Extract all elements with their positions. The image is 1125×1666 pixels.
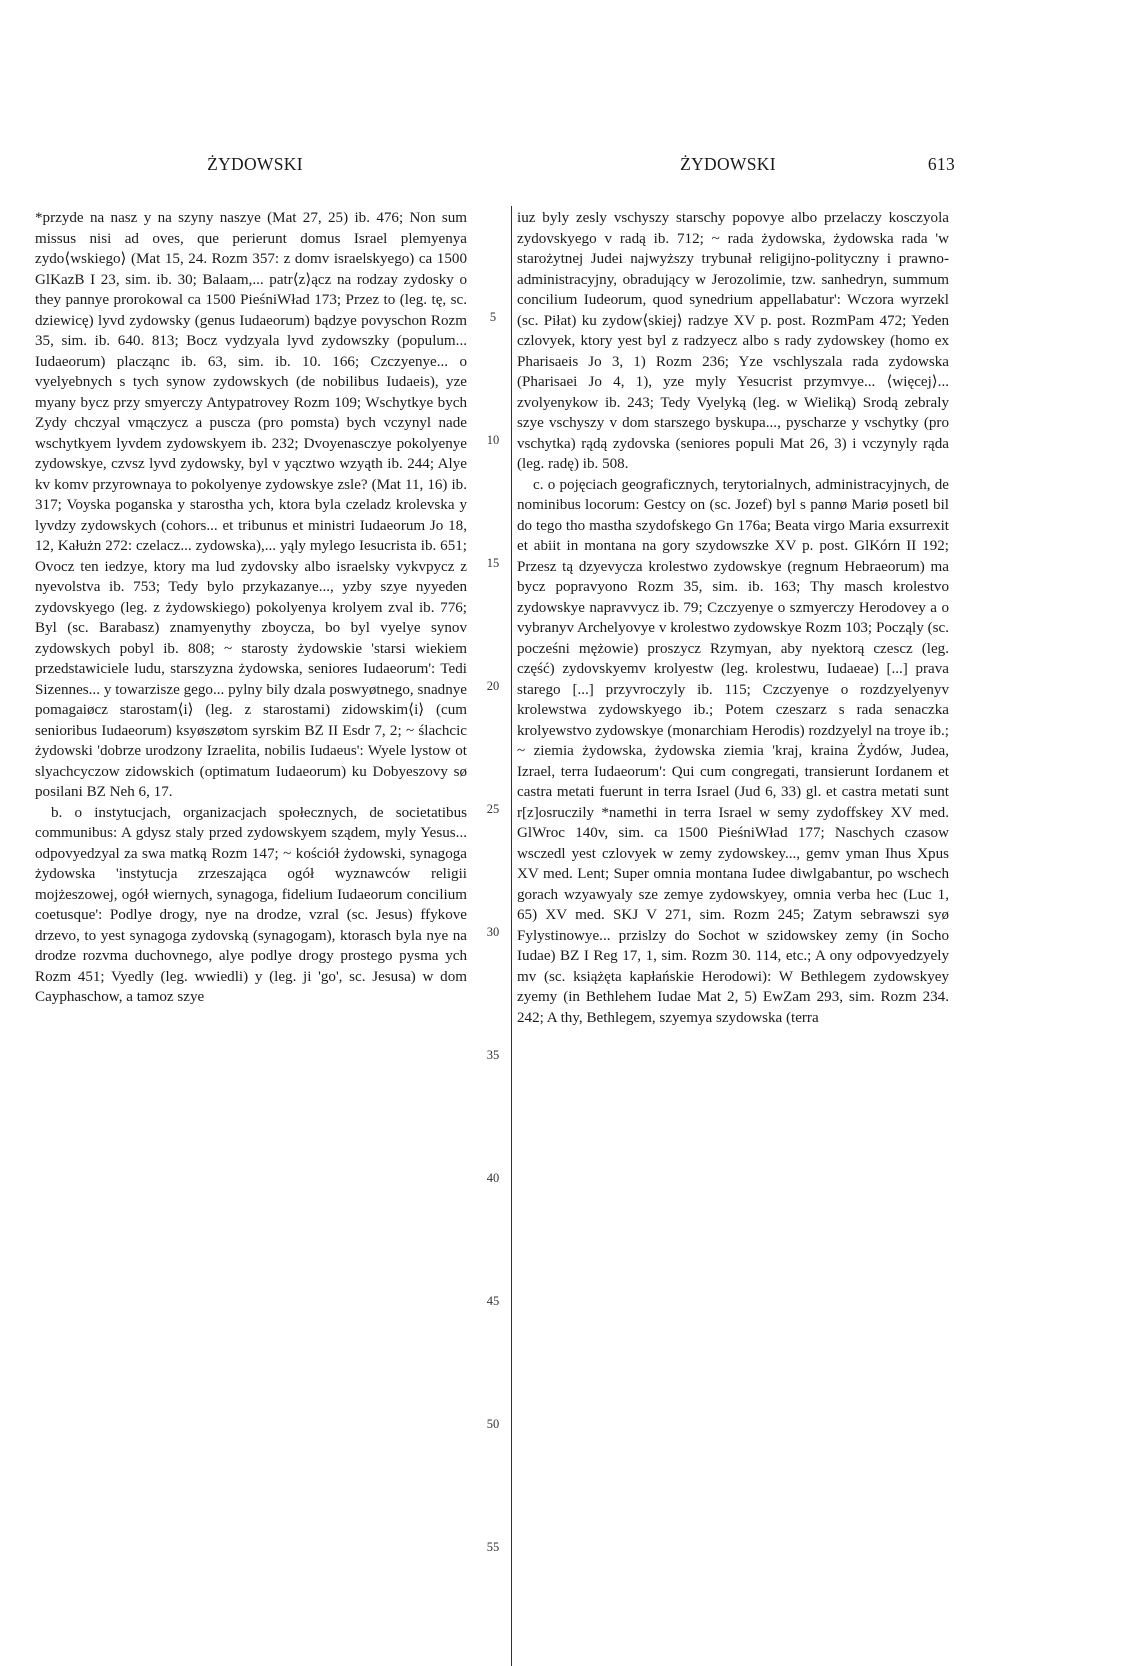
line-numbers [480,208,506,1638]
line-number: 45 [486,1294,500,1308]
line-number: 25 [486,802,500,816]
right-column-title: ŻYDOWSKI [680,154,776,174]
line-number: 40 [486,1171,500,1185]
right-column [517,208,949,1608]
left-column [35,208,467,1608]
line-number: 50 [486,1417,500,1431]
line-number: 20 [486,679,500,693]
line-number: 35 [486,1048,500,1062]
line-number: 15 [486,556,500,570]
left-column-title: ŻYDOWSKI [207,154,303,174]
entry-section-c: c. o pojęciach geograficznych, terytorialnych, administracyjnych, de nominibus locorum: Gestcy on (sc. Jozef) byl s pannø Mariø posetl bil do tego tho mastha szydofskego Gn 176a; Beata virgo Maria exsurrexit et abiit in montana na gory szydowszke XV p. post. GlKórn II 192; Przesz tą dzyevycza krolestwo zydowskye (regnum Hebraeorum) ma bycz popravyono Rozm 35, sim. ib. 163; Thy masch krolestvo zydowskye napravvycz ib. 79; Czczyenye o szmyerczy Herodovey a o vybranyv Archelyovye v krolestwo zydowskye Rozm 103; Począly (sc. pocześni mężowie) proszycz Rzymyan, aby nyektorą czescz (leg. część) zydovskyemv krolyestw (leg. krolestwu, Iudaeae) [...] prava starego [...] przyvroczyly ib. 115; Czczyenye o rozdzyelyenyv krolewstwa zydowskyego ib.; Potem czeszarz s rada senaczka krolyewstvo zydowskye (monarchiam Herodis) rozdzyelyl na troye ib.; ~ ziemia żydowska, żydowska ziemia 'kraj, kraina Żydów, Judea, Izrael, terra Iudaeorum': Qui cum congregati, transierunt Iordanem et castra metati fuerunt in terra Israel (Jud 6, 33) gl. et castra metati sunt r[z]osruczily *namethi in terra Israel w semy zydoffskey XV med. GlWroc 140v, sim. ca 1500 PieśniWład 177; Naschych czasow wsczedl yest czlovyek w zemy zydowskey..., gemv yman Ihus Xpus XV med. Lent; Super omnia montana Iudee diwlgabantur, po wschech gorach wzyawyaly sze zemye zydowskyey, omnia verba hec (Luc 1, 65) XV med. SKJ V 271, sim. Rozm 245; Zatym sebrawszi syø Fylystinowye... przislzy do Sochot w szidowskey zemy (in Socho Iudae) BZ I Reg 17, 1, sim. Rozm 30. 114, etc.; A ony odpovyedzyely mv (sc. książęta kapłańskie Herodowi): W Bethlegem zydowskyey zyemy (in Bethlehem Iudae Mat 2, 5) EwZam 293, sim. Rozm 234. 242; A thy, Bethlegem, szyemya szydowska (terra [517,476,949,1026]
line-number: 30 [486,925,500,939]
line-number: 55 [486,1540,500,1554]
page-header [0,154,1125,178]
entry-paragraph-continuation: iuz byly zesly vschyszy starschy popovye albo przelaczy kosczyola zydovskyego v radą ib. 712; ~ rada żydowska, żydowska rada 'w starożytnej Judei najwyższy trybunał religijno-polityczny i prawno-administracyjny, obradujący w Jerozolimie, tzw. sanhedryn, summum concilium Iudeorum, quod synedrium appellabatur': Wczora wyrzekl (sc. Piłat) ku zydow⟨skiej⟩ radzye XV p. post. RozmPam 472; Yeden czlovyek, ktory yest byl z radzyecz albo s rady zydowskey (homo ex Pharisaeis Jo 3, 1) Rozm 236; Yze vschlyszala rada zydowska (Pharisaei Jo 4, 1), yze myly Yesucrist przymvye... ⟨więcej⟩... zvolyenykow ib. 243; Tedy Vyelyką (leg. w Wieliką) Srodą zebraly szye vschyszy v dom starszego byskupa..., pyscharze y vschytky (pro vschytka) rądą zydovska (seniores populi Mat 26, 3) i vczynyly rąda (leg. radę) ib. 508. [517,210,949,472]
line-number: 10 [486,433,500,447]
column-divider [511,206,512,1666]
page-number: 613 [927,154,955,174]
entry-section-b: b. o instytucjach, organizacjach społecznych, de societatibus communibus: A gdysz staly przed zydowskyem sządem, myly Yesus... odpovyedzyal za swa matką Rozm 147; ~ kościół żydowski, synagoga żydowska 'instytucja zrzeszająca ogół wyznawców religii mojżeszowej, ogół wiernych, synagoga, fidelium Iudaeorum concilium coetusque': Podlye drogy, nye na drodze, vzral (sc. Jesus) ffykove drzevo, to yest synagoga zydovską (synagogam), ktorasch byla nye na drodze rozvma duchovnego, alye podlye drogy prostego pysma ych Rozm 451; Vyedly (leg. wwiedli) y (leg. ji 'go', sc. Jesusa) w dom Cayphaschow, a tamoz szye [35,804,467,1005]
entry-paragraph-continuation: *przyde na nasz y na szyny naszye (Mat 27, 25) ib. 476; Non sum missus nisi ad oves, que perierunt domus Israel plemyenya zydo⟨wskiego⟩ (Mat 15, 24. Rozm 357: z domv israelskyego) ca 1500 GlKazB I 23, sim. ib. 30; Balaam,... patr⟨z⟩ącz na rodzay zydosky o they pannye prorokowal ca 1500 PieśniWład 173; Przez to (leg. tę, sc. dziewicę) lyvd zydowsky (genus Iudaeorum) bądzye povyschon Rozm 35, sim. ib. 640. 813; Bocz vydzyala lyvd zydowszky (populum... Iudaeorum) placząnc ib. 63, sim. ib. 10. 166; Czczyenye... o vyelyebnych s tych synow zydowskych (de nobilibus Iudaeis), yze myany bycz przy smyerczy Antypatrovey Rozm 109; Wschytkye bych Zydy chczyal vmączycz a puscza (pro pomsta) bych vczynyl nade wschytkyem lyvdem zydowskyem ib. 232; Dvoyenasczye pokolyenye zydowskye, czvsz lyvd zydowsky, byl v yącztwo wzyąth ib. 244; Alye kv komv przyrownaya to pokolyenye zydowskye zsle? (Mat 11, 16) ib. 317; Voyska poganska y starostha ych, ktora byla czeladz krolevska y lyvdzy zydowskych (cohors... et tribunus et ministri Iudaeorum Jo 18, 12, Kałużn 272: czelacz... zydowska),... yąly mylego Iesucrista ib. 651; Ovocz ten iedzye, ktory ma lud zydovsky albo israelsky vykvpycz z nyevolstva ib. 753; Tedy bylo przykazanye..., yzby szye nyyeden zydovskyego (leg. z żydowskiego) pokolyenya krolyem zval ib. 776; Byl (sc. Barabasz) znamyenythy zboycza, bo byl vyelye synov zydowskych pobyl ib. 808; ~ starosty żydowskie 'starsi wiekiem przedstawiciele ludu, starszyzna żydowska, seniores Iudaeorum': Tedi Sizennes... y towarzisze gego... pylny bily dzala poswyøtnego, snadnye pomagaiøcz starostam⟨i⟩ (leg. z starostami) zidowskim⟨i⟩ (cum senioribus Iudaeorum) ksyøszøtom syrskim BZ II Esdr 7, 2; ~ ślachcic żydowski 'dobrze urodzony Izraelita, nobilis Iudaeus': Wyele lystow ot slyachcyczow zidowskich (optimatum Iudaeorum) ku Dobyeszovy sø posilani BZ Neh 6, 17. [35,210,467,800]
line-number: 5 [489,310,497,324]
